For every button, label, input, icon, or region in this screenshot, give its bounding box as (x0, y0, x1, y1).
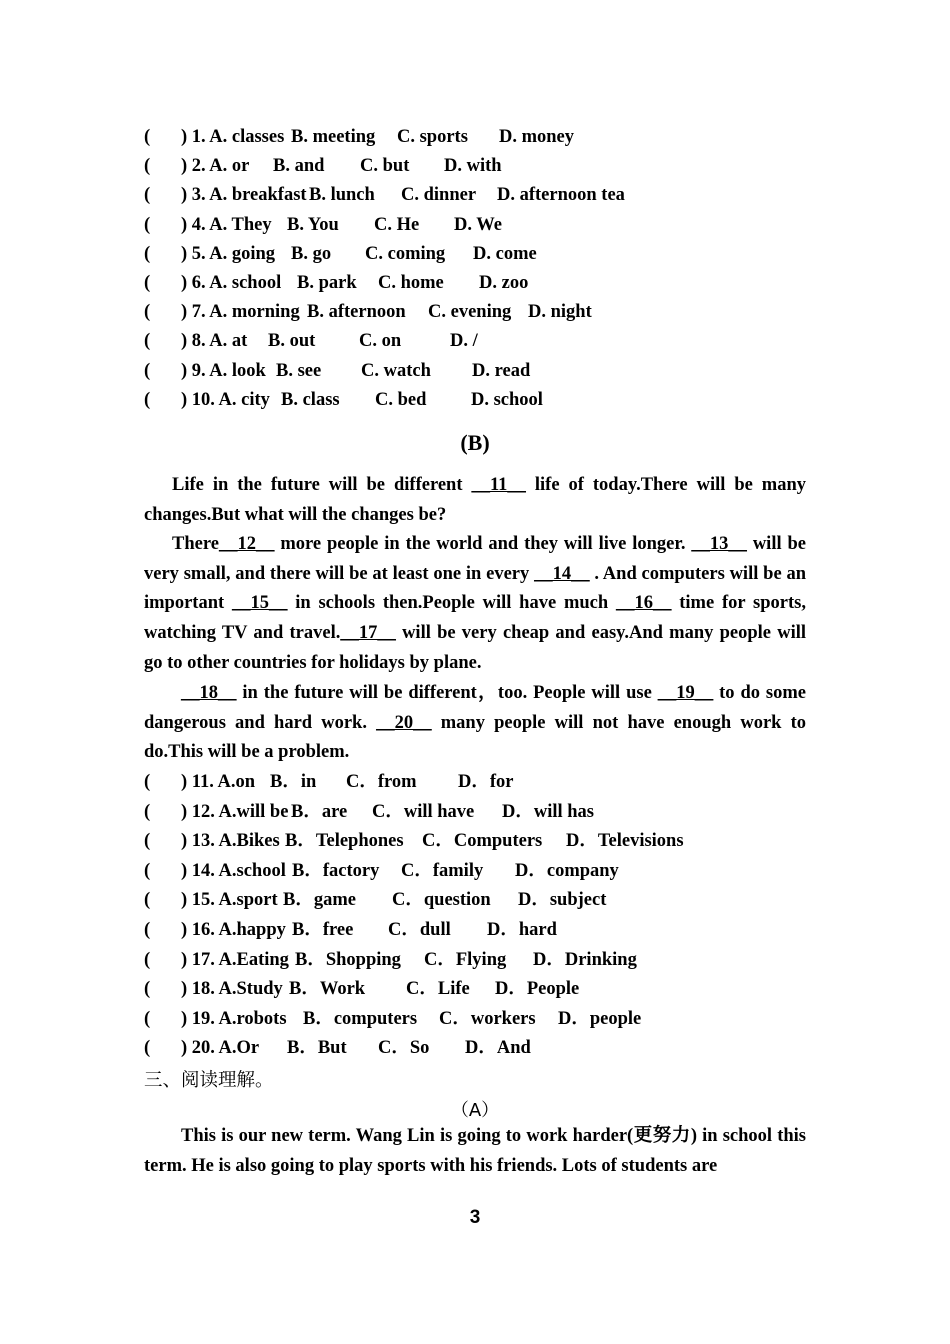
option-c: C. on (359, 331, 402, 352)
option-c: C．workers (439, 1008, 536, 1029)
option-d: D．People (495, 979, 580, 1000)
option-b: B．in (270, 772, 317, 792)
question-number-option-a: ) 12. A.will be (181, 801, 289, 822)
question-row (144, 184, 625, 206)
option-b: B．factory (292, 860, 380, 881)
option-b: B．Telephones (285, 831, 404, 852)
option-d: D. with (444, 156, 502, 177)
option-d: D. money (499, 127, 575, 147)
option-d: D. afternoon tea (497, 185, 625, 206)
option-b: B. go (291, 243, 332, 264)
option-b: B．are (291, 801, 348, 822)
question-number-option-a: ) 17. A.Eating (181, 949, 289, 970)
blank-11[interactable]: __11__ (471, 475, 526, 495)
option-b: B. and (273, 156, 325, 177)
option-b: B. meeting (291, 127, 376, 147)
question-row (144, 243, 537, 265)
answer-paren[interactable]: ( (144, 185, 151, 206)
option-b: B. lunch (309, 185, 375, 206)
option-d: D．And (465, 1038, 531, 1059)
answer-paren[interactable]: ( (144, 1038, 151, 1059)
option-d: D．hard (487, 920, 557, 940)
answer-paren[interactable]: ( (144, 890, 151, 911)
option-b: B．Work (289, 979, 366, 1000)
question-row (144, 272, 529, 294)
reading-a-paragraph: This is our new term. Wang Lin is going to work harder(更努力) in school this term. He is also going to play sports with his friends. Lots of students are (144, 1126, 806, 1176)
answer-paren[interactable]: ( (144, 801, 151, 822)
reading-a-title: （A） (450, 1100, 500, 1121)
option-d: D．for (458, 772, 514, 792)
option-c: C．Computers (422, 831, 543, 852)
option-c: C. but (360, 156, 410, 177)
blank-13[interactable]: __13__ (691, 534, 747, 554)
question-number-option-a: ) 15. A.sport (181, 890, 278, 911)
option-d: D．company (515, 860, 619, 881)
option-b: B．Shopping (295, 949, 401, 970)
option-c: C. sports (397, 127, 468, 147)
question-row (144, 155, 502, 177)
question-row (144, 360, 531, 382)
blank-17[interactable]: __17__ (340, 623, 396, 644)
question-number-option-a: ) 10. A. city (181, 389, 270, 410)
option-c: C．dull (388, 920, 451, 940)
section-three-heading: 三、阅读理解。 (144, 1070, 274, 1091)
question-number-option-a: ) 8. A. at (181, 331, 248, 352)
question-row (144, 1037, 531, 1059)
option-d: D．people (558, 1008, 642, 1029)
answer-paren[interactable]: ( (144, 243, 151, 264)
answer-paren[interactable]: ( (144, 831, 151, 852)
question-row (144, 949, 637, 971)
answer-paren[interactable]: ( (144, 214, 151, 235)
option-d: D. / (450, 331, 478, 352)
question-number-option-a: ) 11. A.on (181, 772, 256, 792)
option-c: C. bed (375, 389, 427, 410)
option-b: B．game (283, 890, 356, 911)
option-b: B．free (292, 920, 354, 940)
question-number-option-a: ) 4. A. They (181, 214, 272, 235)
option-d: D．will has (502, 801, 595, 822)
question-number-option-a: ) 16. A.happy (181, 920, 286, 940)
option-b: B. park (297, 273, 357, 293)
question-number-option-a: ) 19. A.robots (181, 1008, 287, 1029)
blank-19[interactable]: __19__ (657, 683, 714, 703)
blank-12[interactable]: __12__ (218, 534, 275, 554)
question-row (144, 301, 592, 323)
answer-paren[interactable]: ( (144, 156, 151, 177)
option-c: C．So (378, 1038, 430, 1059)
option-b: B. afternoon (307, 302, 406, 323)
blank-18[interactable]: __18__ (181, 683, 237, 703)
question-number-option-a: ) 7. A. morning (181, 302, 300, 323)
option-c: C. watch (361, 360, 431, 381)
question-number-option-a: ) 20. A.Or (181, 1038, 260, 1059)
option-d: D．Drinking (533, 949, 637, 970)
answer-paren[interactable]: ( (144, 920, 151, 940)
option-c: C. evening (428, 302, 512, 323)
option-b: B. class (281, 389, 340, 410)
answer-paren[interactable]: ( (144, 979, 151, 1000)
option-b: B. You (287, 214, 339, 235)
option-d: D．subject (518, 890, 607, 911)
answer-paren[interactable]: ( (144, 127, 151, 147)
question-row (144, 126, 575, 148)
option-c: C．question (392, 890, 491, 911)
option-c: C. coming (365, 243, 446, 264)
option-c: C．family (401, 860, 484, 881)
option-d: D. school (471, 389, 543, 410)
option-d: D. night (528, 302, 592, 323)
section-b-title: (B) (460, 430, 490, 455)
answer-paren[interactable]: ( (144, 860, 151, 881)
question-number-option-a: ) 14. A.school (181, 860, 286, 881)
option-d: D．Televisions (566, 831, 684, 852)
question-row (144, 771, 514, 793)
question-number-option-a: ) 5. A. going (181, 243, 276, 264)
option-d: D. read (472, 360, 531, 381)
option-c: C. He (374, 214, 420, 235)
blank-20[interactable]: __20__ (376, 712, 432, 733)
option-c: C. home (378, 273, 444, 293)
question-number-option-a: ) 13. A.Bikes (181, 831, 280, 852)
question-row (144, 919, 557, 941)
option-b: B．But (287, 1038, 347, 1059)
option-c: C. dinner (401, 185, 477, 206)
question-row (144, 1008, 642, 1030)
question-number-option-a: ) 9. A. look (181, 360, 266, 381)
passage-b-paragraph-1: Life in the future will be different __11__ life of today.There will be many changes.But what will the changes be? (144, 475, 806, 525)
option-b: B．computers (303, 1008, 418, 1029)
answer-paren[interactable]: ( (144, 772, 151, 792)
question-row (144, 801, 595, 823)
option-c: C．Life (406, 979, 470, 1000)
question-number-option-a: ) 6. A. school (181, 273, 282, 293)
answer-paren[interactable]: ( (144, 360, 151, 381)
question-row (144, 389, 543, 411)
question-row (144, 860, 619, 882)
answer-paren[interactable]: ( (144, 389, 151, 410)
question-number-option-a: ) 1. A. classes (181, 127, 285, 147)
question-row (144, 330, 478, 352)
answer-paren[interactable]: ( (144, 1008, 151, 1029)
passage-b-paragraph-2: There__12__ more people in the world and they will live longer. __13__ will be very small, and there will be at least one in every __14__ . And computers will be an important __15__ in schools then.People will have much __16__ time for sports, watching TV and travel.__17__ will be very cheap and easy.And many people will go to other countries for holidays by plane. (144, 534, 807, 673)
question-row (144, 889, 607, 911)
question-number-option-a: ) 2. A. or (181, 156, 250, 177)
option-d: D. zoo (479, 273, 529, 293)
question-row (144, 214, 502, 236)
blank-16[interactable]: __16__ (615, 593, 672, 614)
passage-b-paragraph-3: __18__ in the future will be different，too. People will use __19__ to do some dangerous and hard work. __20__ many people will not have enough work to do.This will be a problem. (144, 683, 807, 763)
blank-15[interactable]: __15__ (231, 593, 288, 614)
question-row (144, 978, 580, 1000)
option-d: D. come (473, 243, 537, 264)
answer-paren[interactable]: ( (144, 302, 151, 323)
answer-paren[interactable]: ( (144, 273, 151, 293)
option-b: B. see (276, 360, 322, 381)
option-d: D. We (454, 214, 502, 235)
option-c: C．from (346, 772, 417, 792)
question-number-option-a: ) 3. A. breakfast (181, 185, 307, 206)
option-b: B. out (268, 331, 316, 352)
blank-14[interactable]: __14__ (534, 563, 590, 584)
option-c: C．Flying (424, 949, 507, 970)
question-number-option-a: ) 18. A.Study (181, 979, 283, 1000)
option-c: C．will have (372, 801, 475, 822)
question-row (144, 830, 684, 852)
answer-paren[interactable]: ( (144, 949, 151, 970)
page-number: 3 (469, 1207, 481, 1228)
answer-paren[interactable]: ( (144, 331, 151, 352)
